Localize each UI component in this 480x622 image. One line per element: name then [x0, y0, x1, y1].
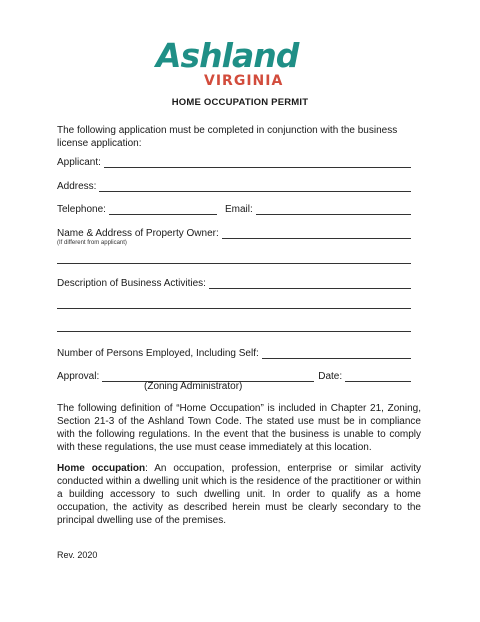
- form-title: HOME OCCUPATION PERMIT: [171, 97, 309, 108]
- owner-field-line-2[interactable]: [57, 263, 411, 264]
- description-label: Description of Business Activities:: [57, 278, 206, 289]
- approval-label: Approval:: [57, 371, 100, 382]
- address-label: Address:: [57, 181, 97, 192]
- ashland-virginia-logo: [156, 38, 326, 94]
- description-field-line-3[interactable]: [57, 331, 411, 332]
- definition-intro-paragraph: The following definition of “Home Occupation” is included in Chapter 21, Zoning, Section 21-3 of the Ashland Town Code. The stated use must be in compliance with the following regulations. In the event that the business is unable to comply with these regulations, the use must cease immediately at this location.: [57, 403, 421, 453]
- employed-field[interactable]: [262, 348, 411, 359]
- email-label: Email:: [224, 204, 253, 215]
- applicant-row: [57, 155, 411, 169]
- zoning-admin-caption: (Zoning Administrator): [144, 381, 243, 392]
- employed-row: [57, 346, 411, 360]
- telephone-label: Telephone:: [57, 204, 106, 215]
- description-field-line-2[interactable]: [57, 308, 411, 309]
- telephone-email-row: [57, 202, 411, 216]
- applicant-label: Applicant:: [57, 157, 101, 168]
- definition-term: Home occupation: [57, 463, 146, 474]
- owner-field[interactable]: [222, 228, 411, 239]
- employed-label: Number of Persons Employed, Including Self:: [57, 348, 259, 359]
- logo-state: VIRGINIA: [204, 73, 284, 89]
- intro-paragraph: The following application must be completed in conjunction with the business license application:: [57, 125, 398, 149]
- definition-text: : An occupation, profession, enterprise or similar activity conducted within a dwelling unit which is the residence of the practitioner or within a building accessory to such dwelling unit. In order to qualify as a home occupation, the activity as described herein must be clearly secondary to the principal dwelling use of the premises.: [57, 463, 421, 526]
- date-field[interactable]: [345, 371, 411, 382]
- description-field[interactable]: [209, 278, 411, 289]
- applicant-field[interactable]: [104, 157, 411, 168]
- address-row: [57, 179, 411, 193]
- logo-wordmark: Ashland: [156, 36, 299, 75]
- date-label: Date:: [318, 371, 343, 382]
- description-row: [57, 276, 411, 290]
- address-field[interactable]: [99, 181, 411, 192]
- email-field[interactable]: [256, 204, 411, 215]
- owner-note: (If different from applicant): [57, 240, 127, 246]
- owner-label: Name & Address of Property Owner:: [57, 228, 219, 239]
- revision-label: Rev. 2020: [57, 550, 98, 560]
- owner-row: [57, 226, 411, 240]
- telephone-field[interactable]: [109, 204, 217, 215]
- definition-paragraph: [57, 462, 421, 527]
